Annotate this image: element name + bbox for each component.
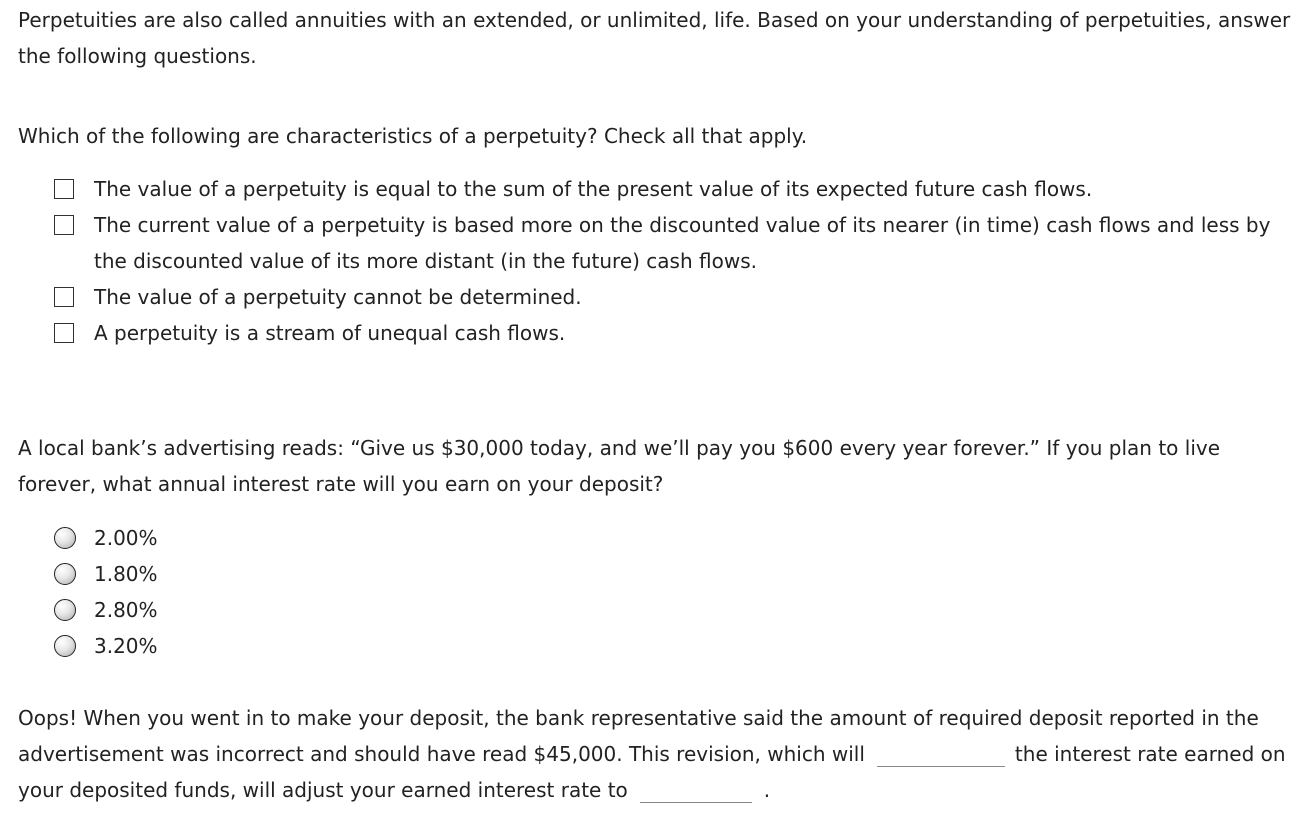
option-label: 2.00%	[94, 526, 158, 550]
radio-option-1[interactable]	[54, 520, 1304, 556]
question3-text	[18, 700, 1294, 808]
question2-options	[54, 520, 1304, 664]
radio-option-2[interactable]	[54, 556, 1304, 592]
checkbox[interactable]	[54, 287, 74, 307]
option-label: 2.80%	[94, 598, 158, 622]
blank-dropdown-direction[interactable]	[877, 744, 1005, 767]
question2-prompt: A local bank’s advertising reads: “Give us $30,000 today, and we’ll pay you $600 every year forever.” If you plan to live forever, what annual interest rate will you earn on your deposit?	[18, 436, 1221, 496]
option-label: 3.20%	[94, 634, 158, 658]
question1-prompt: Which of the following are characteristics of a perpetuity? Check all that apply.	[18, 124, 808, 148]
option-label: The current value of a perpetuity is based more on the discounted value of its nearer (in time) cash flows and less by the discounted value of its more distant (in the future) cash flows.	[94, 213, 1271, 273]
blank-dropdown-rate[interactable]	[640, 780, 752, 803]
question3-text-part2: the interest rate earned on your deposited funds, will adjust your earned interest rate to	[18, 742, 1286, 802]
checkbox-option-1[interactable]	[54, 171, 1304, 207]
option-label: The value of a perpetuity cannot be determined.	[94, 285, 582, 309]
checkbox-option-4[interactable]	[54, 315, 1304, 351]
question1-options	[54, 171, 1304, 351]
question3-text-part1: Oops! When you went in to make your deposit, the bank representative said the amount of required deposit reported in the advertisement was incorrect and should have read $45,000. This revision, which will	[18, 706, 1259, 766]
radio-option-4[interactable]	[54, 628, 1304, 664]
intro-text: Perpetuities are also called annuities with an extended, or unlimited, life. Based on your understanding of perpetuities, answer the following questions.	[18, 8, 1291, 68]
radio-button[interactable]	[54, 599, 76, 621]
radio-button[interactable]	[54, 635, 76, 657]
checkbox-option-2[interactable]	[54, 207, 1304, 279]
checkbox[interactable]	[54, 323, 74, 343]
radio-button[interactable]	[54, 563, 76, 585]
radio-option-3[interactable]	[54, 592, 1304, 628]
option-label: A perpetuity is a stream of unequal cash flows.	[94, 321, 566, 345]
option-label: The value of a perpetuity is equal to the sum of the present value of its expected future cash flows.	[94, 177, 1093, 201]
checkbox-option-3[interactable]	[54, 279, 1304, 315]
checkbox[interactable]	[54, 215, 74, 235]
question3-text-part3: .	[763, 778, 771, 802]
option-label: 1.80%	[94, 562, 158, 586]
radio-button[interactable]	[54, 527, 76, 549]
checkbox[interactable]	[54, 179, 74, 199]
